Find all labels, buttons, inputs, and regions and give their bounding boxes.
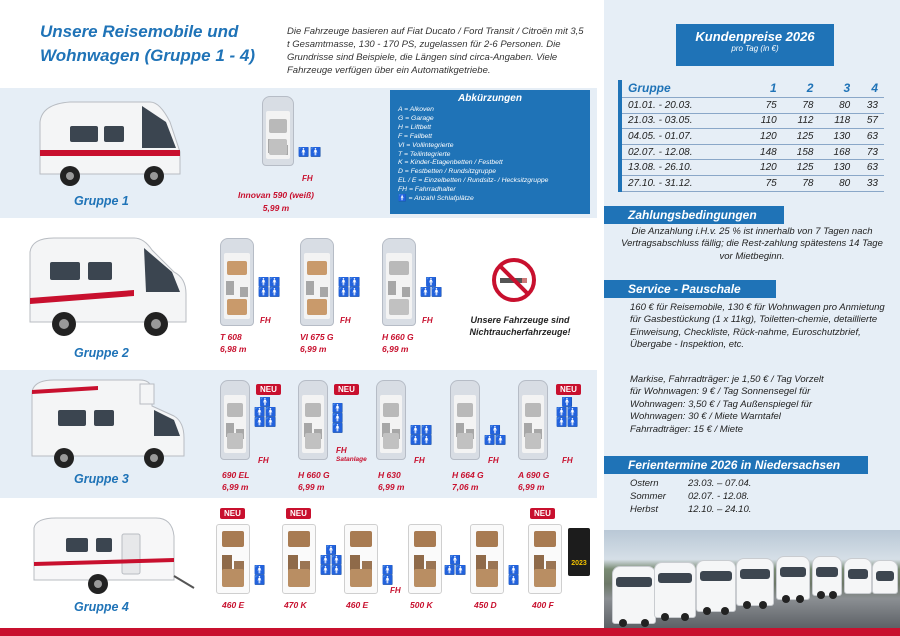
- group2-model-1-fh: FH: [260, 316, 271, 325]
- group4-model-2-sleeping-icons: 🚹 🚹🚹 🚹🚹: [320, 545, 343, 575]
- group1-label: Gruppe 1: [74, 194, 129, 208]
- abbreviation-line: F = Fallbett: [398, 132, 433, 140]
- price-table-header: [622, 80, 884, 98]
- award-badge: 2023: [568, 528, 590, 576]
- group4-model-3-sleeping-icons: 🚹 🚹: [382, 565, 394, 585]
- group4-label: Gruppe 4: [74, 600, 129, 614]
- holiday-dates: 23.03. – 07.04.: [688, 478, 752, 489]
- bottom-bar: [0, 628, 900, 636]
- group2-model-3-length: 6,99 m: [382, 344, 409, 354]
- table-cell: 33: [856, 98, 884, 114]
- group4-model-1-name: 460 E: [222, 600, 245, 610]
- group3-model-3-fh: FH: [414, 456, 425, 465]
- abbreviation-line: D = Festbetten / Rundsitzgruppe: [398, 168, 497, 176]
- new-badge: NEU: [334, 384, 359, 395]
- table-cell: 125: [783, 160, 820, 176]
- no-smoking-icon: [492, 258, 536, 302]
- group4-caravan-image: [26, 514, 196, 598]
- group3-model-5-length: 6,99 m: [518, 482, 545, 492]
- group3-floorplan-5: [518, 380, 548, 460]
- group3-model-1-length: 6,99 m: [222, 482, 249, 492]
- table-cell: 120: [746, 129, 783, 145]
- price-header-box: [676, 24, 834, 66]
- group1-model-1-name: Innovan 590 (weiß): [237, 190, 315, 200]
- holiday-name: Sommer: [630, 491, 666, 502]
- table-cell: 27.10. - 31.12.: [622, 175, 746, 191]
- table-cell: 02.07. - 12.08.: [622, 144, 746, 160]
- table-cell: 13.08. - 26.10.: [622, 160, 746, 176]
- service-text: 160 € für Reisemobile, 130 € für Wohnwagen pro Anmietung für Gasbestückung (1 x 11kg), Toiletten-chemie, detaillierte Einweisung, Checkliste, Rück-nahme, Euroschutzbrief, Übergabe - Inspektion, etc.: [630, 302, 885, 351]
- group3-vehicle-image: [28, 376, 188, 472]
- group3-model-4-length: 7,06 m: [452, 482, 479, 492]
- group4-model-2-name: 470 K: [284, 600, 307, 610]
- price-subtitle: pro Tag (in €): [731, 44, 779, 53]
- group4-model-3-name: 460 E: [346, 600, 369, 610]
- group2-model-3-sleeping-icons: 🚹 🚹🚹: [420, 277, 443, 297]
- table-cell: 75: [746, 175, 783, 191]
- abbreviation-line: T = Teilintegrierte: [398, 150, 451, 158]
- group2-floorplan-1: [220, 238, 254, 326]
- table-cell: 148: [746, 144, 783, 160]
- group2-model-2-length: 6,99 m: [300, 344, 327, 354]
- abbreviations-box: [390, 90, 590, 214]
- group2-model-2-name: VI 675 G: [300, 332, 334, 342]
- service-extra-line: Wohnwagen: 3,50 € / Tag Außenspiegel für: [630, 398, 813, 410]
- abbreviation-line: VI = Vollintegrierte: [398, 141, 454, 149]
- group2-model-1-sleeping-icons: 🚹🚹 🚹🚹: [258, 277, 281, 297]
- group1-model-1-length: 5,99 m: [262, 203, 290, 213]
- group3-floorplan-2: [298, 380, 328, 460]
- header-cell: 1: [770, 81, 777, 95]
- group4-floorplan-1: [216, 524, 250, 594]
- group4-model-4-name: 500 K: [410, 600, 433, 610]
- abbreviation-line: G = Garage: [398, 114, 434, 122]
- service-extra-line: Wohnwagen: 30 € / Miete Warntafel: [630, 411, 781, 423]
- table-row: [622, 144, 884, 160]
- group4-floorplan-6: [528, 524, 562, 594]
- table-cell: 57: [856, 113, 884, 129]
- table-cell: 78: [783, 175, 820, 191]
- group3-floorplan-4: [450, 380, 480, 460]
- group1-model-1-fh: FH: [302, 174, 313, 183]
- table-row: [622, 175, 884, 191]
- table-cell: 63: [856, 129, 884, 145]
- table-cell: 04.05. - 01.07.: [622, 129, 746, 145]
- group3-model-1-sleeping-icons: 🚹 🚹🚹 🚹🚹: [254, 397, 277, 427]
- group2-model-2-sleeping-icons: 🚹🚹 🚹🚹: [338, 277, 361, 297]
- service-extras: [630, 374, 892, 436]
- table-row: [622, 113, 884, 129]
- group2-floorplan-2: [300, 238, 334, 326]
- header-cell: 3: [843, 81, 851, 95]
- new-badge: NEU: [286, 508, 311, 519]
- group4-floorplan-4: [408, 524, 442, 594]
- group3-model-2-note: Satanlage: [336, 456, 367, 463]
- group4-model-5-sleeping-icons: 🚹 🚹: [508, 565, 520, 585]
- group2-model-1-name: T 608: [220, 332, 242, 342]
- group3-model-1-fh: FH: [258, 456, 269, 465]
- group2-vehicle-image: [24, 232, 192, 342]
- table-cell: 158: [783, 144, 820, 160]
- abbreviation-line: H = Liftbett: [398, 123, 432, 131]
- group1-sleeping-icons: 🚹 🚹: [298, 147, 322, 157]
- new-badge: NEU: [530, 508, 555, 519]
- header-cell: 4: [871, 81, 878, 95]
- header-cell: Gruppe: [628, 81, 671, 95]
- intro-text: Die Fahrzeuge basieren auf Fiat Ducato / Ford Transit / Citroën mit 3,5 t Gesamtmasse, 130 - 170 PS, zugelassen für 2-6 Personen. Die Grundrisse sind Beispiele, die Längen sind circa-Angaben. Viele Fahrzeuge verfügen über ein Automatikgetriebe.: [287, 26, 584, 76]
- table-cell: 130: [819, 160, 856, 176]
- group3-model-3-name: H 630: [378, 470, 401, 480]
- group4-model-4-sleeping-icons: 🚹 🚹🚹: [444, 555, 467, 575]
- abbreviation-line: = Anzahl Schlafplätze: [408, 195, 474, 203]
- holiday-dates: 02.07. - 12.08.: [688, 491, 750, 502]
- table-cell: 125: [783, 129, 820, 145]
- group3-model-2-length: 6,99 m: [298, 482, 325, 492]
- new-badge: NEU: [556, 384, 581, 395]
- holiday-name: Herbst: [630, 504, 658, 515]
- holiday-name: Ostern: [630, 478, 659, 489]
- abbreviation-line: K = Kinder-Etagenbetten / Festbett: [398, 159, 503, 167]
- group4-model-1-sleeping-icons: 🚹 🚹: [254, 565, 266, 585]
- group3-floorplan-3: [376, 380, 406, 460]
- table-cell: 80: [819, 175, 856, 191]
- service-extra-line: Fahrradträger: 15 € / Miete: [630, 423, 743, 435]
- group3-model-5-sleeping-icons: 🚹 🚹🚹 🚹🚹: [556, 397, 579, 427]
- group3-model-2-sleeping-icons: 🚹 🚹 🚹: [332, 403, 344, 433]
- abbreviation-line: EL / E = Einzelbetten / Rundsitz- / Hecksitzgruppe: [398, 177, 549, 185]
- group3-label: Gruppe 3: [74, 472, 129, 486]
- table-cell: 78: [783, 98, 820, 114]
- group3-model-3-sleeping-icons: 🚹🚹 🚹🚹: [410, 425, 433, 445]
- group2-label: Gruppe 2: [74, 346, 129, 360]
- group3-model-5-fh: FH: [562, 456, 573, 465]
- group4-floorplan-5: [470, 524, 504, 594]
- table-cell: 130: [819, 129, 856, 145]
- table-cell: 33: [856, 175, 884, 191]
- header-cell: 2: [806, 81, 814, 95]
- group4-model-5-name: 450 D: [474, 600, 497, 610]
- abbreviation-line: A = Alkoven: [398, 106, 434, 113]
- group2-floorplan-3: [382, 238, 416, 326]
- table-cell: 120: [746, 160, 783, 176]
- abbreviations-title: Abkürzungen: [458, 93, 522, 104]
- group2-model-3-name: H 660 G: [382, 332, 414, 342]
- table-row: [622, 129, 884, 145]
- payment-text: Die Anzahlung i.H.v. 25 % ist innerhalb von 7 Tagen nach Vertragsabschluss fällig; die Rest-zahlung spätestens 14 Tage vor Mietbeginn.: [621, 226, 883, 262]
- table-cell: 118: [819, 113, 856, 129]
- group4-model-4-fh: FH: [390, 586, 401, 595]
- table-row: [622, 160, 884, 176]
- group1-vehicle-image: [30, 92, 190, 192]
- group3-model-4-name: H 664 G: [452, 470, 484, 480]
- page-title: Unsere Reisemobile und Wohnwagen (Gruppe 1 - 4): [40, 22, 256, 65]
- group1-floorplan-1: [262, 96, 294, 166]
- person-icon: 🚹: [398, 195, 407, 203]
- table-cell: 110: [746, 113, 783, 129]
- table-cell: 21.03. - 03.05.: [622, 113, 746, 129]
- group2-model-2-fh: FH: [340, 316, 351, 325]
- payment-title: Zahlungsbedingungen: [604, 206, 784, 224]
- fleet-photo: [604, 530, 900, 628]
- new-badge: NEU: [256, 384, 281, 395]
- group3-model-3-length: 6,99 m: [378, 482, 405, 492]
- holidays-title: Ferientermine 2026 in Niedersachsen: [604, 456, 868, 474]
- service-extra-line: Markise, Fahrradträger: je 1,50 € / Tag Vorzelt: [630, 374, 824, 385]
- price-table: [622, 80, 884, 192]
- group3-model-2-fh: FH: [336, 446, 347, 455]
- price-title: Kundenpreise 2026: [695, 29, 815, 44]
- group3-model-1-name: 690 EL: [222, 470, 250, 480]
- table-row: [622, 98, 884, 114]
- group2-model-3-fh: FH: [422, 316, 433, 325]
- group3-model-4-fh: FH: [488, 456, 499, 465]
- service-title: Service - Pauschale: [604, 280, 776, 298]
- new-badge: NEU: [220, 508, 245, 519]
- group3-model-5-name: A 690 G: [518, 470, 550, 480]
- group2-model-1-length: 6,98 m: [220, 344, 247, 354]
- table-cell: 168: [819, 144, 856, 160]
- group3-model-4-sleeping-icons: 🚹 🚹🚹: [484, 425, 507, 445]
- table-cell: 80: [819, 98, 856, 114]
- group4-model-6-name: 400 F: [532, 600, 554, 610]
- holiday-dates: 12.10. – 24.10.: [688, 504, 752, 515]
- service-extra-line: für Wohnwagen: 9 € / Tag Sonnensegel für: [630, 386, 811, 398]
- table-cell: 73: [856, 144, 884, 160]
- table-cell: 01.01. - 20.03.: [622, 98, 746, 114]
- table-cell: 75: [746, 98, 783, 114]
- group4-floorplan-3: [344, 524, 378, 594]
- group3-model-2-name: H 660 G: [298, 470, 330, 480]
- table-cell: 63: [856, 160, 884, 176]
- group4-floorplan-2: [282, 524, 316, 594]
- abbreviation-line: FH = Fahrradhalter: [398, 186, 456, 194]
- nonsmoking-notice: Unsere Fahrzeuge sind Nichtraucherfahrzeuge!: [469, 315, 571, 337]
- table-cell: 112: [783, 113, 820, 129]
- group3-floorplan-1: [220, 380, 250, 460]
